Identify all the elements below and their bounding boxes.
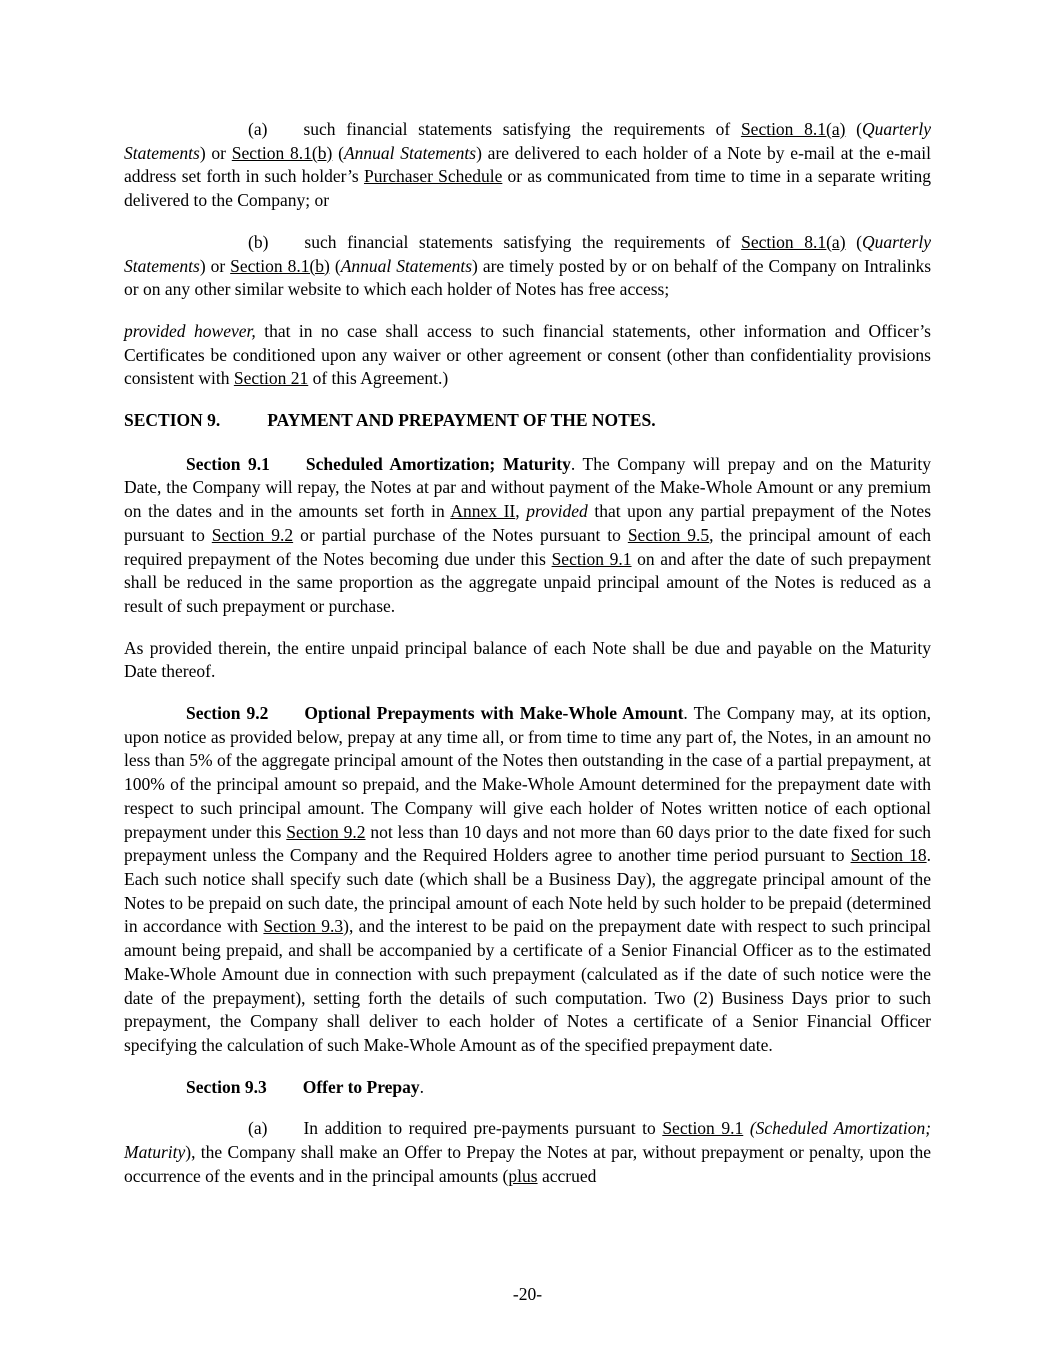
text-run: of this Agreement.): [308, 368, 449, 389]
text-run: ) or: [199, 255, 231, 276]
text-run-u: Annex II: [450, 501, 516, 522]
text-run: (a): [248, 1118, 268, 1139]
text-run-b: SECTION 9.: [124, 410, 221, 431]
text-run-u: Section 8.1(b): [230, 255, 330, 276]
paragraph-offer-a: [124, 1117, 931, 1188]
page-number: -20-: [512, 1284, 543, 1305]
text-run-i: (Scheduled Amortization; Maturity: [124, 1118, 932, 1163]
text-run-u: Section 9.3: [263, 916, 344, 937]
text-run: As provided therein, the entire unpaid principal balance of each Note shall be due and payable on the Maturity Date thereof.: [124, 637, 931, 682]
text-run: (: [845, 231, 862, 252]
text-run-b: Section 9.3: [186, 1076, 267, 1097]
text-run-u: Section 9.1: [662, 1118, 744, 1139]
section-9-2-paragraph: [124, 702, 931, 1058]
text-run-u: Section 9.2: [286, 821, 366, 842]
text-run-b: Section 9.2: [186, 703, 269, 724]
text-run: In addition to required pre-payments pursuant to: [303, 1118, 663, 1139]
text-run: (: [329, 255, 341, 276]
paragraph-provided-however: [124, 320, 931, 391]
text-run-i: provided however,: [124, 320, 256, 341]
text-run-u: Section 9.2: [211, 524, 294, 545]
text-run-i: Quarterly Statements: [124, 231, 931, 276]
text-run: (: [332, 142, 344, 163]
text-run: on and after the date of such prepayment shall be reduced in the same proportion as the aggregate unpaid principal amount of the Notes is reduced as a result of such prepayment or purchase.: [124, 548, 931, 616]
text-run-u: Section 9.1: [551, 548, 632, 569]
section-9-3-heading: [124, 1076, 931, 1100]
text-run-b: Optional Prepayments with Make-Whole Amount: [304, 703, 684, 724]
text-run: . Each such notice shall specify such date (which shall be a Business Day), the aggregate principal amount of the Notes to be prepaid on such date, the principal amount of each Note held by such holder to be prepaid (determined in accordance with: [124, 845, 931, 937]
section-9-1-paragraph: [124, 453, 931, 619]
text-run: (b): [248, 231, 269, 252]
text-run: ), the Company shall make an Offer to Prepay the Notes at par, without prepayment or penalty, upon the occurrence of the events and in the principal amounts (: [124, 1142, 931, 1186]
text-run: ) are timely posted by or on behalf of the Company on Intralinks or on any other similar website to which each holder of Notes has free access;: [124, 255, 932, 300]
text-run-u: Purchaser Schedule: [363, 166, 503, 187]
text-run: .: [419, 1076, 425, 1097]
text-run: . The Company will prepay and on the Maturity Date, the Company will repay, the Notes at par and without payment of the Make-Whole Amount or any premium on the dates and in the amounts set forth in: [124, 453, 931, 522]
text-run-b: Offer to Prepay: [302, 1076, 420, 1097]
text-run: not less than 10 days and not more than 60 days prior to the date fixed for such prepayment unless the Company and the Required Holders agree to another time period pursuant to: [124, 821, 931, 866]
text-run: that upon any partial prepayment of the Notes pursuant to: [124, 501, 932, 545]
text-run: ) are delivered to each holder of a Note by e-mail at the e-mail address set forth in such holder’s: [124, 142, 932, 187]
text-run-u: plus: [508, 1165, 538, 1186]
text-run: or partial purchase of the Notes pursuant to: [293, 524, 628, 545]
paragraph-as-provided: [124, 637, 931, 684]
text-run-b: PAYMENT AND PREPAYMENT OF THE NOTES.: [267, 410, 656, 431]
section-9-heading: [124, 409, 931, 433]
text-run-i: Quarterly Statements: [124, 119, 932, 163]
text-run-u: Section 21: [233, 368, 309, 389]
text-run: or as communicated from time to time in a separate writing delivered to the Company; or: [124, 166, 931, 211]
text-run-u: Section 18: [850, 845, 927, 866]
paragraph-sub-a: [124, 118, 931, 213]
text-run: accrued: [537, 1165, 597, 1186]
text-run: such financial statements satisfying the requirements of: [303, 119, 741, 139]
text-run-u: Section 8.1(a): [741, 231, 846, 252]
text-run: (: [845, 119, 862, 139]
text-run: such financial statements satisfying the requirements of: [304, 231, 742, 252]
text-run-i: Annual Statements: [343, 142, 477, 163]
text-run: that in no case shall access to such financial statements, other information and Officer’s Certificates be conditioned upon any waiver or other agreement or consent (other than confidentiality provisions consistent with: [124, 320, 931, 389]
text-run: (a): [248, 119, 268, 139]
text-run-u: Section 9.5: [627, 524, 710, 545]
paragraph-sub-b: [124, 231, 931, 302]
text-run-u: Section 8.1(a): [740, 119, 846, 139]
text-run: ,: [515, 501, 527, 522]
text-run-i: Annual Statements: [340, 255, 473, 276]
text-run-b: Section 9.1: [186, 453, 270, 474]
text-run: ) or: [199, 142, 232, 163]
text-run: ), and the interest to be paid on the prepayment date with respect to such principal amount being prepaid, and shall be accompanied by a certificate of a Senior Financial Officer as to the estimated Make-Whole Amount due in connection with such prepayment (calculated as if the date of such notice were the date of the prepayment), setting forth the details of such computation. Two (2) Business Days prior to such prepayment, the Company shall deliver to each holder of Notes a certificate of a Senior Financial Officer specifying the calculation of such Make-Whole Amount as of the specified prepayment date.: [124, 916, 931, 1055]
text-run: . The Company may, at its option, upon notice as provided below, prepay at any time all, or from time to time any part of, the Notes, in an amount no less than 5% of the aggregate principal amount of the Notes then outstanding in the case of a partial prepayment, at 100% of the principal amount so prepaid, and the Make-Whole Amount determined for the prepayment date with respect to such principal amount. The Company will give each holder of Notes written notice of each optional prepayment under this: [124, 703, 931, 842]
text-run-u: Section 8.1(b): [231, 142, 333, 163]
text-run-b: Scheduled Amortization; Maturity: [305, 453, 571, 474]
text-run-i: provided: [526, 501, 588, 522]
text-run: , the principal amount of each required prepayment of the Notes becoming due under this: [124, 524, 931, 569]
